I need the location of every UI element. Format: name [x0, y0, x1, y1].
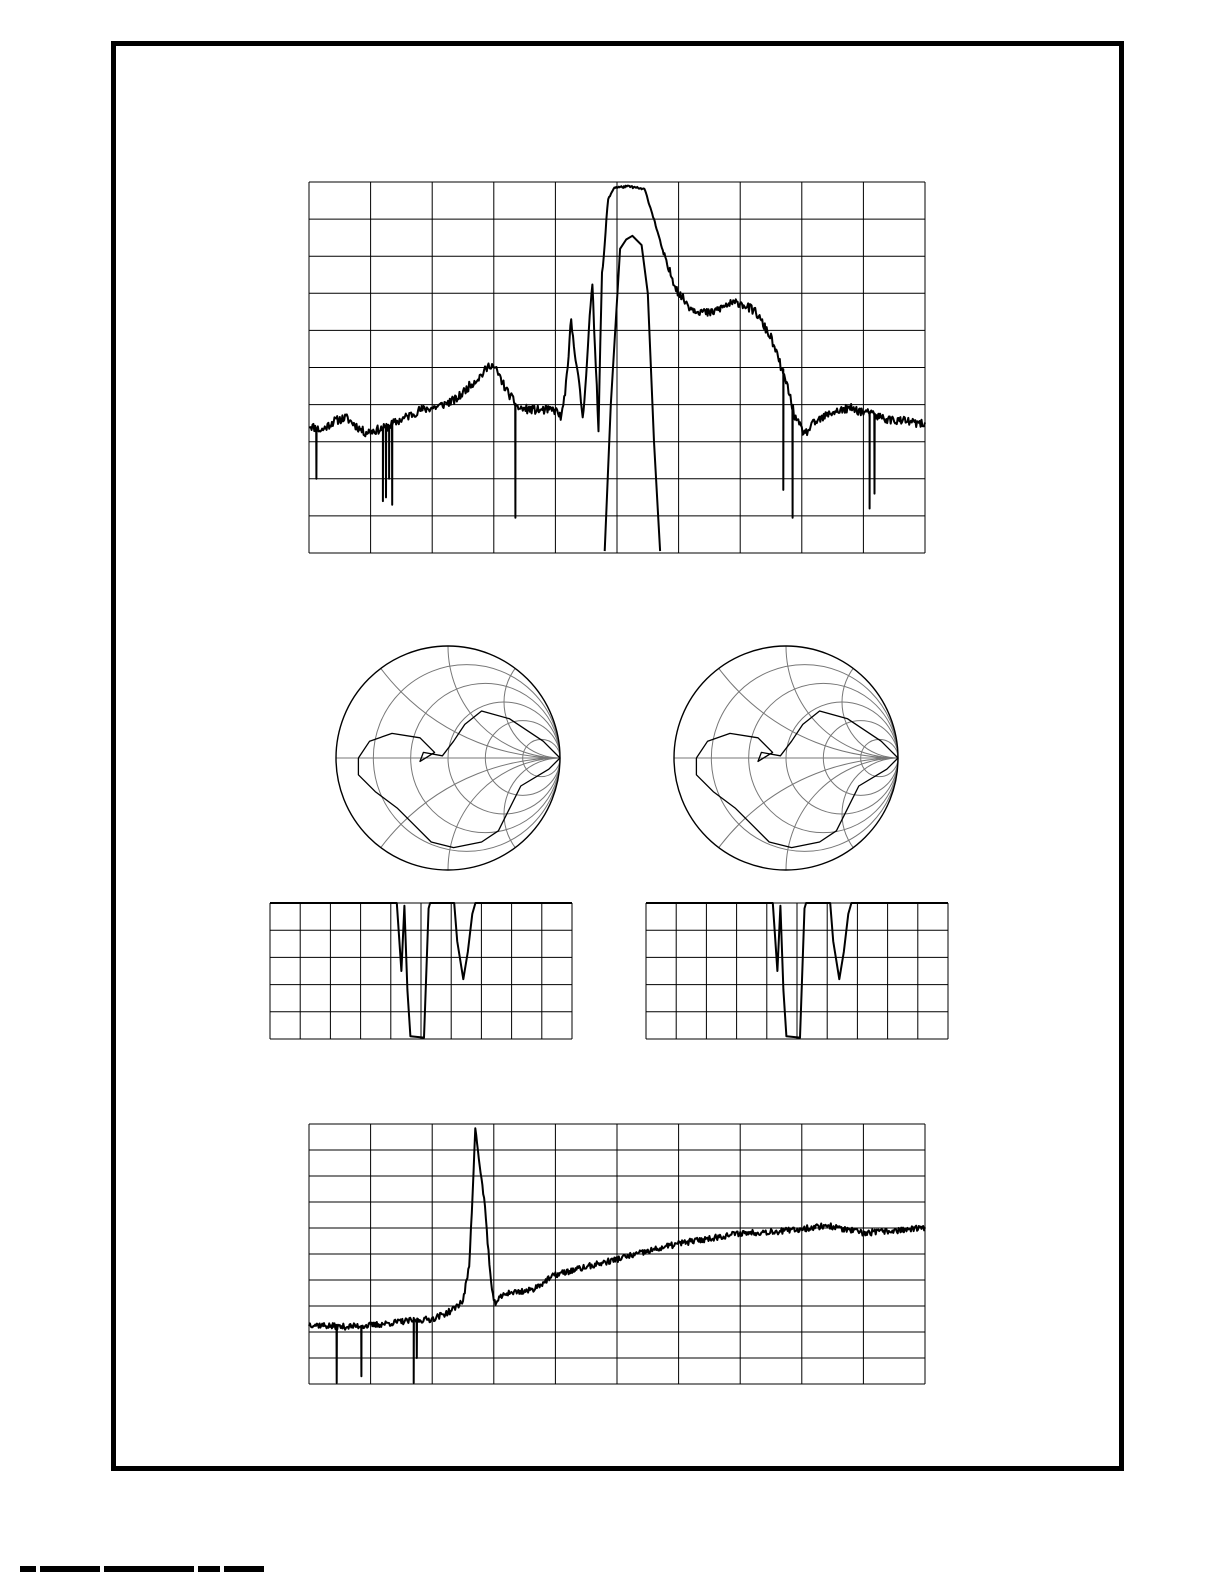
reactance-circle — [448, 534, 672, 758]
reactance-circle — [504, 758, 616, 870]
reactance-circle — [842, 758, 954, 870]
return-loss-left-grid — [270, 903, 572, 1039]
wideband-response-chart — [309, 1124, 925, 1384]
return-loss-right-grid — [646, 903, 948, 1039]
reactance-circle — [336, 310, 784, 758]
transmission-response-grid — [309, 182, 925, 553]
reactance-circle — [674, 758, 1122, 1206]
reactance-circle — [786, 534, 1010, 758]
return-loss-left-chart — [270, 903, 572, 1039]
reactance-circle — [674, 310, 1122, 758]
transmission-response-series-2 — [605, 236, 660, 551]
reactance-circle — [842, 646, 954, 758]
smith-chart-right — [674, 310, 1122, 1206]
reactance-circle — [504, 646, 616, 758]
reactance-circle — [786, 758, 1010, 982]
transmission-response-chart — [309, 182, 925, 553]
footer-mark — [20, 1566, 400, 1580]
return-loss-right-chart — [646, 903, 948, 1039]
wideband-response-grid — [309, 1124, 925, 1384]
reactance-circle — [336, 758, 784, 1206]
